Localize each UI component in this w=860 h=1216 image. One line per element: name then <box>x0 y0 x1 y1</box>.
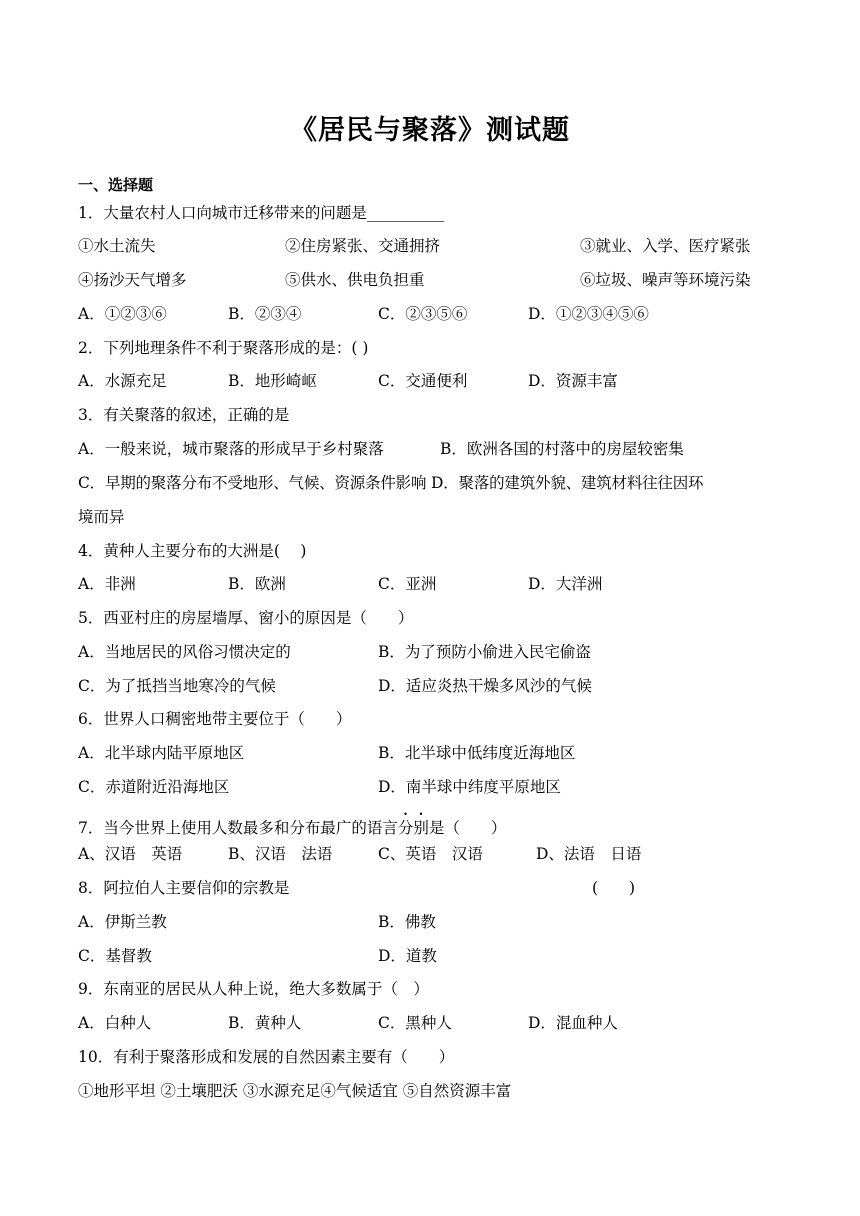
q9-option-a: A．白种人 <box>78 1014 152 1032</box>
q1-option-d: D．①②③④⑤⑥ <box>528 305 649 323</box>
q1-item-2: ②住房紧张、交通拥挤 <box>285 237 441 255</box>
q2-option-c: C．交通便利 <box>378 372 468 390</box>
q9-option-c: C．黑种人 <box>378 1014 452 1032</box>
q8-answer-paren: ( ) <box>592 879 636 897</box>
q8-option-c: C．基督教 <box>78 947 152 965</box>
q9-option-d: D．混血种人 <box>528 1014 618 1032</box>
question-1-stem: 1．大量农村人口向城市迁移带来的问题是__________ <box>78 204 445 222</box>
q5-option-a: A．当地居民的风俗习惯决定的 <box>78 643 291 661</box>
question-2-stem: 2．下列地理条件不利于聚落形成的是：( ) <box>78 339 369 357</box>
q3-option-d-continued: 境而异 <box>78 508 125 526</box>
q7-stem-emphasis: 分别 <box>397 819 429 837</box>
q2-option-a: A．水源充足 <box>78 372 167 390</box>
q7-option-d: D、法语 日语 <box>536 845 642 863</box>
question-7-stem <box>78 810 506 838</box>
q9-option-b: B．黄种人 <box>228 1014 302 1032</box>
q7-option-a: A、汉语 英语 <box>78 845 183 863</box>
section-heading: 一、选择题 <box>78 176 154 194</box>
q5-option-b: B．为了预防小偷进入民宅偷盗 <box>378 643 591 661</box>
q4-option-a: A．非洲 <box>78 575 136 593</box>
page-title: 《居民与聚落》测试题 <box>290 115 570 146</box>
q4-option-c: C．亚洲 <box>378 575 437 593</box>
q3-option-b: B．欧洲各国的村落中的房屋较密集 <box>440 440 684 458</box>
q1-item-5: ⑤供水、供电负担重 <box>285 271 425 289</box>
q10-items: ①地形平坦 ②土壤肥沃 ③水源充足④气候适宜 ⑤自然资源丰富 <box>78 1082 512 1100</box>
q5-option-c: C．为了抵挡当地寒冷的气候 <box>78 677 276 695</box>
q8-option-a: A．伊斯兰教 <box>78 913 167 931</box>
q1-option-b: B．②③④ <box>228 305 302 323</box>
q7-stem-end: 是（ ） <box>428 819 507 837</box>
q7-option-b: B、汉语 法语 <box>228 845 333 863</box>
q3-option-a: A．一般来说，城市聚落的形成早于乡村聚落 <box>78 440 384 458</box>
q4-option-d: D．大洋洲 <box>528 575 603 593</box>
question-10-stem: 10．有利于聚落形成和发展的自然因素主要有（ ） <box>78 1048 455 1066</box>
q7-option-c: C、英语 汉语 <box>378 845 483 863</box>
question-5-stem: 5．西亚村庄的房屋墙厚、窗小的原因是（ ） <box>78 609 414 627</box>
q5-option-d: D．适应炎热干燥多风沙的气候 <box>378 677 592 695</box>
q6-option-c: C．赤道附近沿海地区 <box>78 778 230 796</box>
q1-item-3: ③就业、入学、医疗紧张 <box>580 237 751 255</box>
q7-stem-start: 7．当今世界上使用人数最多和分布最广的语言 <box>78 819 398 837</box>
question-3-stem: 3．有关聚落的叙述，正确的是 <box>78 406 290 424</box>
q1-item-6: ⑥垃圾、噪声等环境污染 <box>580 271 751 289</box>
q6-option-d: D．南半球中纬度平原地区 <box>378 778 561 796</box>
q6-option-a: A．北半球内陆平原地区 <box>78 744 245 762</box>
q6-option-b: B．北半球中低纬度近海地区 <box>378 744 576 762</box>
question-4-stem: 4．黄种人主要分布的大洲是( ) <box>78 542 307 560</box>
q3-option-cd: C．早期的聚落分布不受地形、气候、资源条件影响 D．聚落的建筑外貌、建筑材料往往因环 <box>78 474 704 492</box>
q2-option-d: D．资源丰富 <box>528 372 618 390</box>
question-9-stem: 9．东南亚的居民从人种上说，绝大多数属于（ ） <box>78 980 429 998</box>
q1-option-a: A．①②③⑥ <box>78 305 167 323</box>
q2-option-b: B．地形崎岖 <box>228 372 317 390</box>
q8-option-b: B．佛教 <box>378 913 436 931</box>
q1-item-1: ①水土流失 <box>78 237 156 255</box>
q1-item-4: ④扬沙天气增多 <box>78 271 187 289</box>
question-6-stem: 6．世界人口稠密地带主要位于（ ） <box>78 710 352 728</box>
q4-option-b: B．欧洲 <box>228 575 286 593</box>
question-8-stem: 8．阿拉伯人主要信仰的宗教是 <box>78 879 290 897</box>
q1-option-c: C．②③⑤⑥ <box>378 305 468 323</box>
q8-option-d: D．道教 <box>378 947 437 965</box>
